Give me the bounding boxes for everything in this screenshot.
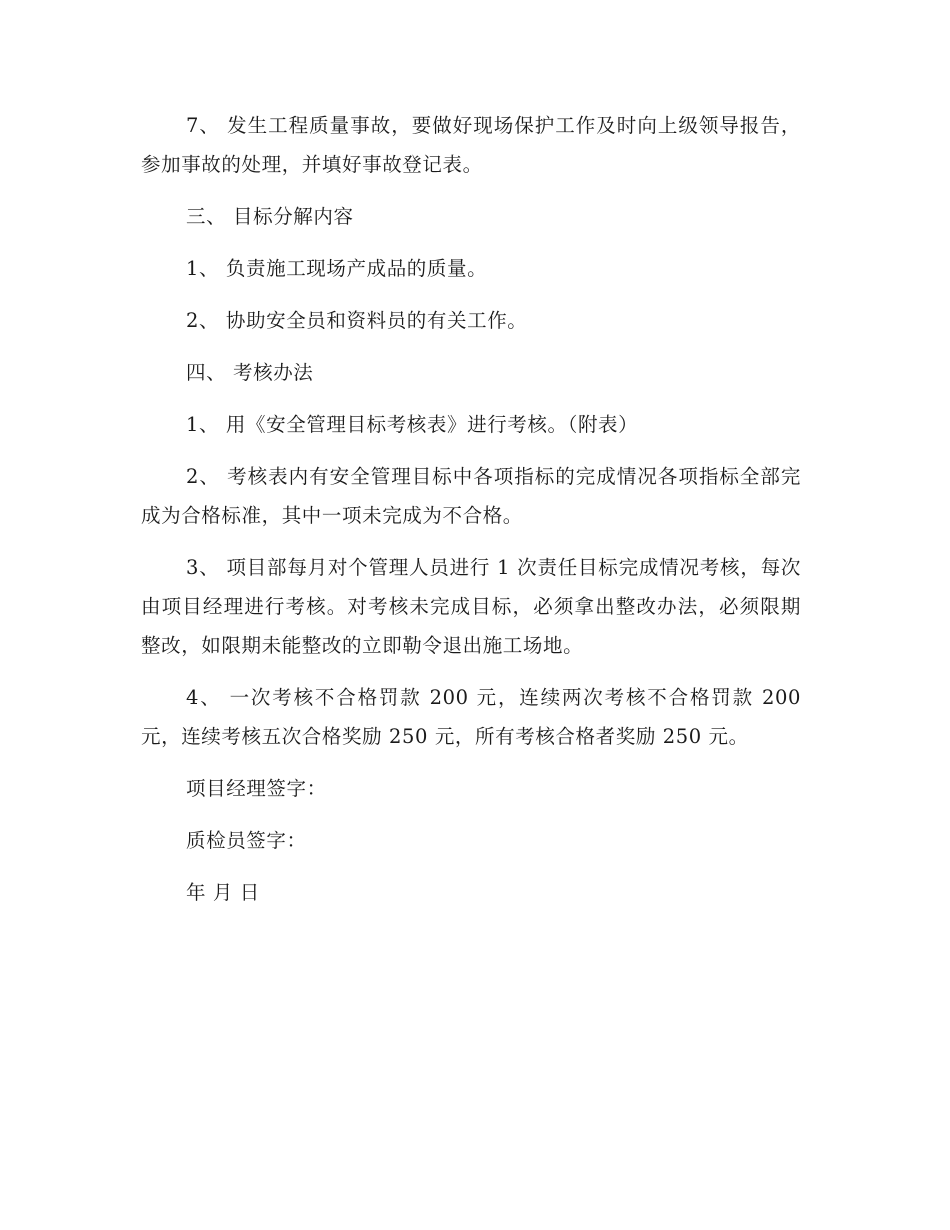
paragraph-item-7: 7、 发生工程质量事故，要做好现场保护工作及时向上级领导报告，参加事故的处理，并填好事故登记表。 [141,114,801,176]
signature-date: 年 月 日 [186,881,260,904]
quality-inspector-signature: 质检员签字： [186,829,307,852]
section-heading-assessment: 四、 考核办法 [186,361,314,384]
paragraph-assessment-3: 3、 项目部每月对个管理人员进行 1 次责任目标完成情况考核，每次由项目经理进行考核。对考核未完成目标，必须拿出整改办法，必须限期整改，如限期未能整改的立即勒令退出施工场地。 [141,556,801,657]
project-manager-signature: 项目经理签字： [186,777,327,800]
paragraph-assessment-4: 4、 一次考核不合格罚款 200 元，连续两次考核不合格罚款 200 元，连续考核五次合格奖励 250 元，所有考核合格者奖励 250 元。 [141,686,801,748]
paragraph-item-1-quality: 1、 负责施工现场产成品的质量。 [186,257,488,280]
section-heading-target-breakdown: 三、 目标分解内容 [186,205,354,228]
paragraph-assessment-1: 1、 用《安全管理目标考核表》进行考核。（附表） [186,413,639,436]
paragraph-assessment-2: 2、 考核表内有安全管理目标中各项指标的完成情况各项指标全部完成为合格标准，其中一项未完成为不合格。 [141,465,801,527]
document-body [141,106,801,925]
paragraph-item-2-assist: 2、 协助安全员和资料员的有关工作。 [186,309,528,332]
